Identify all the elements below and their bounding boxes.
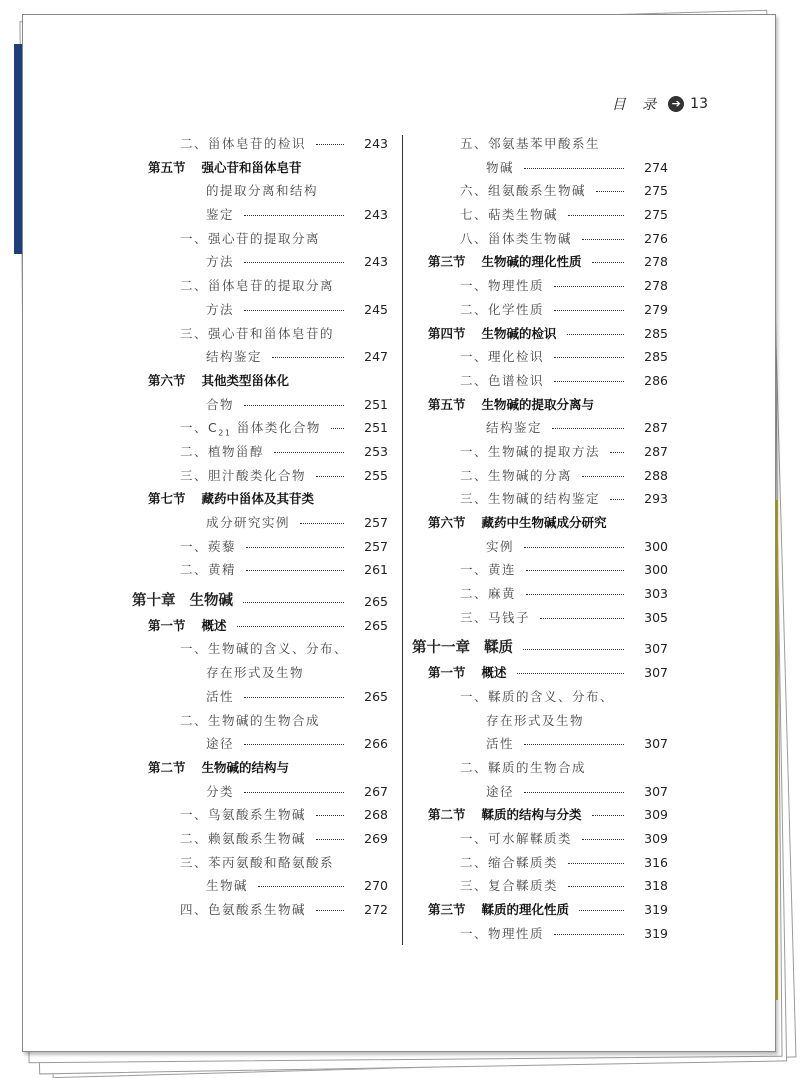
entry-title: 方法 [206, 301, 235, 317]
toc-entry [132, 511, 388, 535]
toc-section [132, 369, 388, 393]
chapter-heading [132, 590, 233, 614]
toc-entry [132, 558, 388, 582]
dot-leader [316, 839, 344, 840]
toc-entry [412, 369, 668, 393]
page-ref: 268 [364, 807, 388, 823]
dot-leader [331, 428, 344, 429]
dot-leader [246, 570, 344, 571]
toc-entry [132, 203, 388, 227]
page-ref: 316 [644, 854, 668, 870]
dot-leader [316, 815, 344, 816]
entry-title: 结构鉴定 [486, 420, 543, 436]
section-label: 第六节 [428, 515, 466, 530]
entry-title: 二、麻黄 [460, 586, 517, 602]
entry-title: 一、强心苷的提取分离 [180, 230, 321, 246]
dot-leader [567, 334, 624, 335]
section-label: 第一节 [428, 665, 466, 681]
page-ref: 307 [644, 641, 668, 657]
entry-title: 活性 [206, 688, 235, 704]
entry-title-post: 甾体类化合物 [231, 420, 321, 436]
entry-title: 二、甾体皂苷的检识 [180, 136, 307, 151]
entry-title: 二、生物碱的生物合成 [180, 712, 321, 728]
page-ref: 243 [364, 207, 388, 223]
toc-entry [412, 922, 668, 946]
toc-entry [132, 179, 388, 203]
dot-leader [244, 215, 344, 216]
page-ref: 300 [644, 538, 668, 554]
toc-entry [132, 345, 388, 369]
toc-section [412, 661, 668, 685]
dot-leader [554, 357, 624, 358]
entry-title: 结构鉴定 [206, 349, 263, 365]
toc-entry [412, 827, 668, 851]
entry-title: 四、色氨酸系生物碱 [180, 902, 307, 917]
entry-title: 三、强心苷和甾体皂苷的 [180, 325, 335, 341]
page-ref: 278 [644, 278, 668, 294]
toc-entry [132, 685, 388, 709]
page-ref: 265 [364, 688, 388, 704]
section-heading [428, 661, 507, 685]
page-ref: 318 [644, 878, 668, 894]
chapter-title: 鞣质 [484, 640, 513, 657]
section-title: 其他类型甾体化 [201, 372, 290, 388]
toc-entry [412, 535, 668, 559]
page-number: 13 [690, 96, 708, 112]
page-ref: 247 [364, 349, 388, 365]
section-label: 第二节 [148, 759, 186, 775]
toc-section [132, 756, 388, 780]
entry-title: 一、理化检识 [460, 349, 545, 365]
page-ref: 251 [364, 420, 388, 436]
toc-section [412, 511, 668, 535]
dot-leader [554, 310, 624, 311]
entry-title [180, 416, 321, 440]
entry-title: 三、复合鞣质类 [460, 878, 559, 894]
entry-title: 途径 [206, 736, 235, 752]
section-heading [148, 156, 302, 180]
toc-entry [132, 780, 388, 804]
dot-leader [568, 886, 624, 887]
section-heading [148, 756, 289, 780]
entry-title-pre: 一、C [180, 420, 219, 436]
entry-title: 一、生物碱的提取方法 [460, 443, 601, 459]
dot-leader [610, 452, 624, 453]
toc-entry [132, 827, 388, 851]
section-label: 第三节 [428, 902, 466, 917]
dot-leader [568, 215, 624, 216]
entry-title: 二、化学性质 [460, 301, 545, 317]
entry-title: 一、蒺藜 [180, 538, 237, 554]
dot-leader [579, 910, 624, 911]
entry-title: 二、鞣质的生物合成 [460, 759, 587, 775]
toc-entry [412, 274, 668, 298]
page-ref: 307 [644, 783, 668, 799]
section-title: 概述 [201, 617, 227, 633]
toc-section [412, 898, 668, 922]
entry-title: 六、组氨酸系生物碱 [460, 183, 587, 199]
chapter-label: 第十一章 [412, 640, 470, 657]
dot-leader [568, 863, 624, 864]
page-ref: 255 [364, 467, 388, 483]
page-ref: 307 [644, 665, 668, 681]
page-ref: 319 [644, 902, 668, 917]
chapter-title: 生物碱 [189, 593, 233, 610]
section-label: 第七节 [148, 491, 186, 507]
section-title: 生物碱的检识 [481, 325, 557, 341]
entry-title: 五、邻氨基苯甲酸系生 [460, 136, 601, 151]
entry-title: 二、色谱检识 [460, 372, 545, 388]
section-title: 鞣质的理化性质 [481, 902, 570, 917]
toc-section [132, 614, 388, 638]
dot-leader [244, 744, 344, 745]
entry-title: 二、植物甾醇 [180, 443, 265, 459]
page-ref: 309 [644, 807, 668, 823]
toc-entry [412, 156, 668, 180]
entry-title: 一、鞣质的含义、分布、 [460, 688, 615, 704]
section-title: 生物碱的结构与 [201, 759, 290, 775]
toc-entry [412, 440, 668, 464]
entry-title: 途径 [486, 783, 515, 799]
dot-leader [524, 792, 624, 793]
page-ref: 265 [364, 594, 388, 610]
dot-leader [244, 792, 344, 793]
toc-section [412, 322, 668, 346]
entry-title: 分类 [206, 783, 235, 799]
entry-title: 活性 [486, 736, 515, 752]
section-title: 鞣质的结构与分类 [481, 807, 582, 823]
toc-entry [412, 558, 668, 582]
dot-leader [554, 286, 624, 287]
entry-title-sub: 21 [218, 428, 232, 438]
toc-entry [132, 874, 388, 898]
section-heading [428, 322, 557, 346]
section-title: 藏药中甾体及其苷类 [201, 491, 315, 507]
entry-title: 二、黄精 [180, 562, 237, 578]
toc-entry [412, 298, 668, 322]
toc-entry [132, 464, 388, 488]
section-label: 第六节 [148, 372, 186, 388]
page-ref: 278 [644, 254, 668, 270]
cover-edge-left [14, 44, 22, 254]
section-label: 第五节 [148, 159, 186, 175]
toc-entry [132, 322, 388, 346]
section-heading [148, 369, 289, 393]
page-ref: 307 [644, 736, 668, 752]
toc-entry [132, 440, 388, 464]
section-title: 概述 [481, 665, 507, 681]
section-heading [148, 614, 227, 638]
page-ref: 286 [644, 372, 668, 388]
entry-title: 二、甾体皂苷的提取分离 [180, 278, 335, 294]
page-ref: 279 [644, 301, 668, 317]
page-ref: 275 [644, 183, 668, 199]
entry-title: 方法 [206, 254, 235, 270]
toc-entry [132, 393, 388, 417]
section-label: 第三节 [428, 254, 466, 270]
dot-leader [246, 547, 344, 548]
dot-leader [554, 381, 624, 382]
dot-leader [316, 476, 344, 477]
page-ref: 276 [644, 230, 668, 246]
toc-entry [412, 203, 668, 227]
dot-leader [582, 476, 624, 477]
entry-title: 一、生物碱的含义、分布、 [180, 641, 349, 657]
toc-entry [412, 851, 668, 875]
entry-title: 物碱 [486, 159, 515, 175]
column-divider [402, 135, 403, 945]
toc-entry [132, 732, 388, 756]
page-ref: 269 [364, 830, 388, 846]
page-ref: 261 [364, 562, 388, 578]
page-header [612, 94, 708, 114]
entry-title: 一、鸟氨酸系生物碱 [180, 807, 307, 823]
page-ref: 253 [364, 443, 388, 459]
toc-entry [412, 685, 668, 709]
entry-title: 二、缩合鞣质类 [460, 854, 559, 870]
entry-title: 合物 [206, 396, 235, 412]
entry-title: 成分研究实例 [206, 515, 291, 530]
section-heading [428, 898, 569, 922]
toc-entry [132, 709, 388, 733]
toc-entry [412, 416, 668, 440]
toc-entry [412, 582, 668, 606]
dot-leader [582, 239, 624, 240]
toc-entry [132, 535, 388, 559]
entry-title: 实例 [486, 538, 515, 554]
dot-leader [526, 594, 624, 595]
header-title: 目 录 [611, 97, 663, 113]
dot-leader [526, 570, 624, 571]
toc-entry [132, 250, 388, 274]
page-ref: 257 [364, 538, 388, 554]
toc-chapter [132, 590, 388, 614]
section-heading [148, 487, 314, 511]
entry-title: 三、马钱子 [460, 609, 531, 625]
page-ref: 287 [644, 420, 668, 436]
entry-title: 的提取分离和结构 [206, 183, 319, 199]
entry-title: 七、萜类生物碱 [460, 207, 559, 223]
toc-entry [132, 298, 388, 322]
dot-leader [244, 405, 344, 406]
page-ref: 265 [364, 617, 388, 633]
section-label: 第二节 [428, 807, 466, 823]
toc-entry [132, 416, 388, 440]
dot-leader [554, 934, 624, 935]
page-ref: 272 [364, 902, 388, 917]
page-ref: 287 [644, 443, 668, 459]
page-ref: 285 [644, 325, 668, 341]
toc-section [132, 487, 388, 511]
dot-leader [316, 144, 344, 145]
entry-title: 三、生物碱的结构鉴定 [460, 491, 601, 507]
page-ref: 270 [364, 878, 388, 894]
page-ref: 293 [644, 491, 668, 507]
page-ref: 303 [644, 586, 668, 602]
dot-leader [523, 649, 624, 650]
entry-title: 一、物理性质 [460, 925, 545, 941]
toc-section [412, 250, 668, 274]
page-ref: 300 [644, 562, 668, 578]
toc-entry [412, 345, 668, 369]
toc-chapter [412, 637, 668, 661]
page-ref: 274 [644, 159, 668, 175]
section-title: 生物碱的理化性质 [481, 254, 582, 270]
dot-leader [582, 839, 624, 840]
section-heading [428, 803, 582, 827]
dot-leader [237, 626, 344, 627]
page-ref: 309 [644, 830, 668, 846]
toc-entry [412, 874, 668, 898]
page-ref: 243 [364, 254, 388, 270]
page-ref: 305 [644, 609, 668, 625]
toc-right-column [412, 132, 668, 945]
dot-leader [524, 744, 624, 745]
entry-title: 一、黄连 [460, 562, 517, 578]
toc-left-column [132, 132, 388, 922]
page-ref: 251 [364, 396, 388, 412]
chapter-label: 第十章 [132, 593, 176, 610]
page-ref: 243 [364, 136, 388, 151]
section-heading [428, 250, 582, 274]
entry-title: 一、物理性质 [460, 278, 545, 294]
toc-entry [412, 606, 668, 630]
entry-title: 三、胆汁酸类化合物 [180, 467, 307, 483]
entry-title: 八、甾体类生物碱 [460, 230, 573, 246]
dot-leader [244, 310, 344, 311]
toc-entry [412, 709, 668, 733]
dot-leader [300, 523, 344, 524]
dot-leader [610, 499, 624, 500]
dot-leader [316, 910, 344, 911]
entry-title: 一、可水解鞣质类 [460, 830, 573, 846]
toc-entry [132, 274, 388, 298]
toc-entry [412, 179, 668, 203]
toc-entry [412, 464, 668, 488]
dot-leader [258, 886, 344, 887]
toc-entry [412, 487, 668, 511]
toc-entry [412, 780, 668, 804]
dot-leader [243, 602, 344, 603]
page-ref: 257 [364, 515, 388, 530]
dot-leader [274, 452, 344, 453]
toc-entry [132, 637, 388, 661]
toc-section [132, 156, 388, 180]
dot-leader [540, 618, 624, 619]
toc-entry [412, 732, 668, 756]
dot-leader [272, 357, 344, 358]
section-heading [428, 511, 607, 535]
toc-section [412, 803, 668, 827]
toc-entry [132, 851, 388, 875]
dot-leader [244, 262, 344, 263]
dot-leader [244, 697, 344, 698]
dot-leader [524, 547, 624, 548]
toc-entry [132, 661, 388, 685]
dot-leader [596, 191, 624, 192]
dot-leader [592, 815, 624, 816]
right-arrow-icon: ➔ [668, 96, 684, 112]
toc-entry [132, 132, 388, 156]
toc-section [412, 393, 668, 417]
section-label: 第一节 [148, 617, 186, 633]
page-ref: 285 [644, 349, 668, 365]
toc-entry [412, 132, 668, 156]
section-label: 第五节 [428, 396, 466, 412]
entry-title: 二、赖氨酸系生物碱 [180, 830, 307, 846]
page-ref: 266 [364, 736, 388, 752]
entry-title: 存在形式及生物 [206, 665, 305, 681]
entry-title: 二、生物碱的分离 [460, 467, 573, 483]
section-title: 藏药中生物碱成分研究 [481, 515, 607, 530]
dot-leader [552, 428, 624, 429]
entry-title: 三、苯丙氨酸和酪氨酸系 [180, 854, 335, 870]
dot-leader [524, 168, 624, 169]
page-ref: 267 [364, 783, 388, 799]
entry-title: 存在形式及生物 [486, 712, 585, 728]
page-ref: 245 [364, 301, 388, 317]
section-heading [428, 393, 594, 417]
toc-entry [132, 803, 388, 827]
page-ref: 275 [644, 207, 668, 223]
section-title: 生物碱的提取分离与 [481, 396, 595, 412]
toc-entry [132, 898, 388, 922]
page-ref: 319 [644, 925, 668, 941]
page-ref: 288 [644, 467, 668, 483]
entry-title: 生物碱 [206, 878, 249, 894]
dot-leader [592, 262, 624, 263]
toc-entry [132, 227, 388, 251]
chapter-heading [412, 637, 513, 661]
entry-title: 鉴定 [206, 207, 235, 223]
toc-entry [412, 756, 668, 780]
section-label: 第四节 [428, 325, 466, 341]
dot-leader [517, 673, 624, 674]
toc-entry [412, 227, 668, 251]
section-title: 强心苷和甾体皂苷 [201, 159, 302, 175]
